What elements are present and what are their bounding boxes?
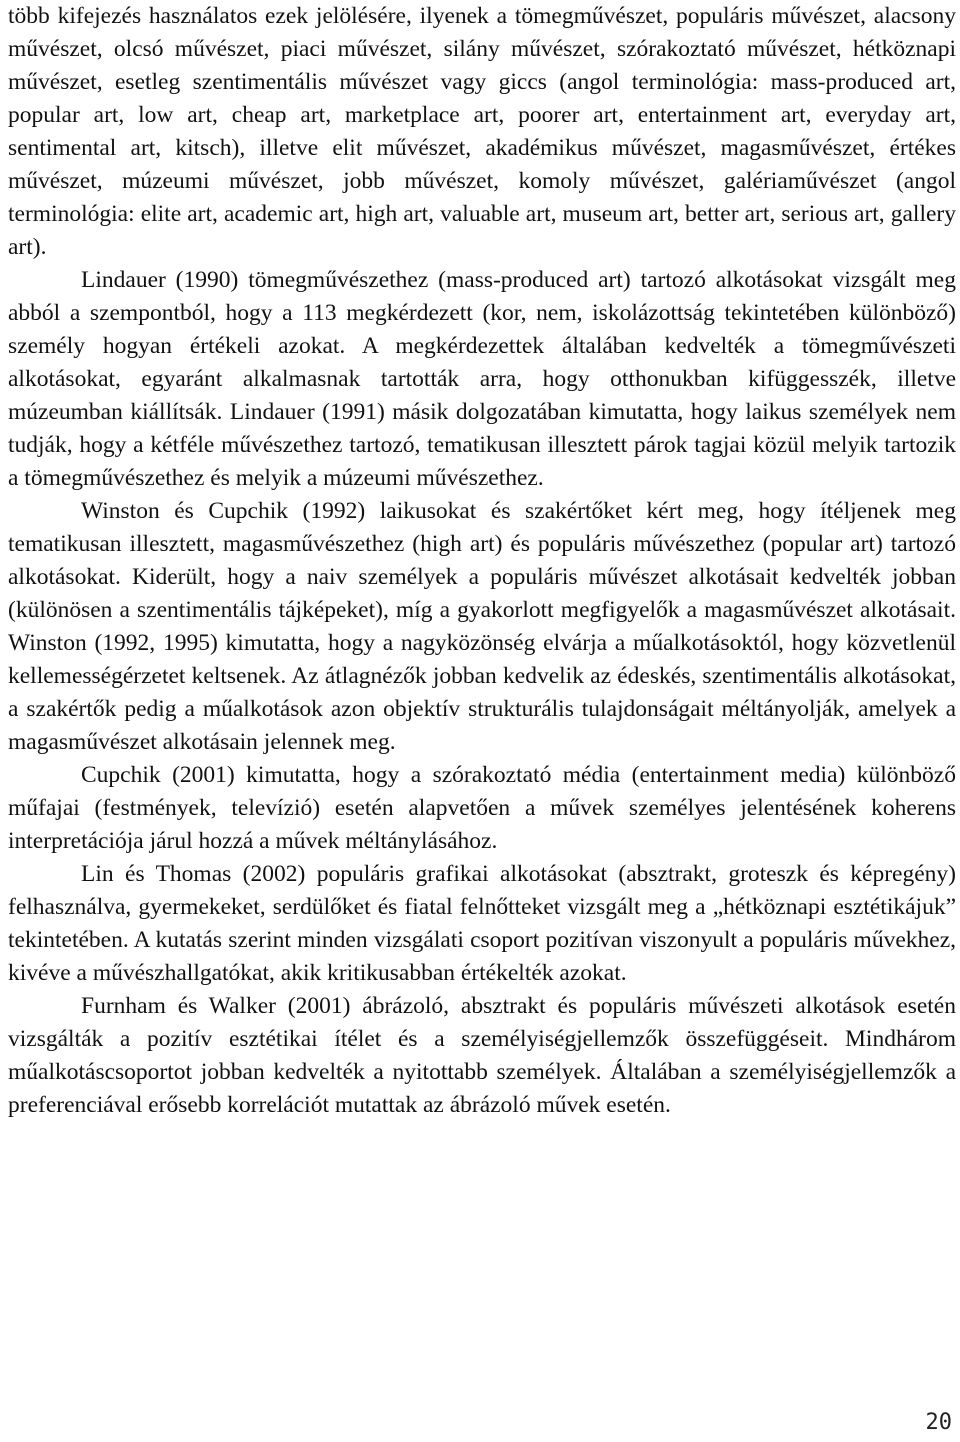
paragraph-winston-cupchik: Winston és Cupchik (1992) laikusokat és szakértőket kért meg, hogy ítéljenek meg tematikusan illesztett, magasművészethez (high art) és populáris művészethez (popular art) tartozó alkotásokat. Kiderült, hogy a naiv személyek a populáris művészet alkotásait kedvelték jobban (különösen a szentimentális tájképeket), míg a gyakorlott megfigyelők a magasművészet alkotásait. Winston (1992, 1995) kimutatta, hogy a nagyközönség elvárja a műalkotásoktól, hogy közvetlenül kellemességérzetet keltsenek. Az átlagnézők jobban kedvelik az édeskés, szentimentális alkotásokat, a szakértők pedig a műalkotások azon objektív strukturális tulajdonságait méltányolják, amelyek a magasművészet alkotásain jelennek meg. xyxy=(8,498,956,755)
page-number: 20 xyxy=(925,1410,952,1435)
paragraph-lin-thomas: Lin és Thomas (2002) populáris grafikai alkotásokat (absztrakt, groteszk és képregény) felhasználva, gyermekeket, serdülőket és fiatal felnőtteket vizsgált meg a „hétköznapi esztétikájuk” tekintetében. A kutatás szerint minden vizsgálati csoport pozitívan viszonyult a populáris művekhez, kivéve a művészhallgatókat, akik kritikusabban értékelték azokat. xyxy=(8,861,956,986)
paragraph-furnham-walker: Furnham és Walker (2001) ábrázoló, absztrakt és populáris művészeti alkotások esetén vizsgálták a pozitív esztétikai ítélet és a személyiségjellemzők összefüggéseit. Mindhárom műalkotáscsoportot jobban kedvelték a nyitottabb személyek. Általában a személyiségjellemzők a preferenciával erősebb korrelációt mutattak az ábrázoló művek esetén. xyxy=(8,993,956,1118)
document-page xyxy=(8,0,956,1122)
paragraph-lindauer: Lindauer (1990) tömegművészethez (mass-produced art) tartozó alkotásokat vizsgált meg abból a szempontból, hogy a 113 megkérdezett (kor, nem, iskolázottság tekintetében különböző) személy hogyan értékeli azokat. A megkérdezettek általában kedvelték a tömegművészeti alkotásokat, egyaránt alkalmasnak tartották arra, hogy otthonukban kifüggesszék, illetve múzeumban kiállítsák. Lindauer (1991) másik dolgozatában kimutatta, hogy laikus személyek nem tudják, hogy a kétféle művészethez tartozó, tematikusan illesztett párok tagjai közül melyik tartozik a tömegművészethez és melyik a múzeumi művészethez. xyxy=(8,267,956,491)
paragraph-cupchik-2001: Cupchik (2001) kimutatta, hogy a szórakoztató média (entertainment media) különböző műfajai (festmények, televízió) esetén alapvetően a művek személyes jelentésének koherens interpretációja járul hozzá a művek méltánylásához. xyxy=(8,762,956,854)
paragraph-continued-terminology: több kifejezés használatos ezek jelölésére, ilyenek a tömegművészet, populáris művészet, alacsony művészet, olcsó művészet, piaci művészet, silány művészet, szórakoztató művészet, hétköznapi művészet, esetleg szentimentális művészet vagy giccs (angol terminológia: mass-produced art, popular art, low art, cheap art, marketplace art, poorer art, entertainment art, everyday art, sentimental art, kitsch), illetve elit művészet, akadémikus művészet, magasművészet, értékes művészet, múzeumi művészet, jobb művészet, komoly művészet, galériaművészet (angol terminológia: elite art, academic art, high art, valuable art, museum art, better art, serious art, gallery art). xyxy=(8,3,956,260)
